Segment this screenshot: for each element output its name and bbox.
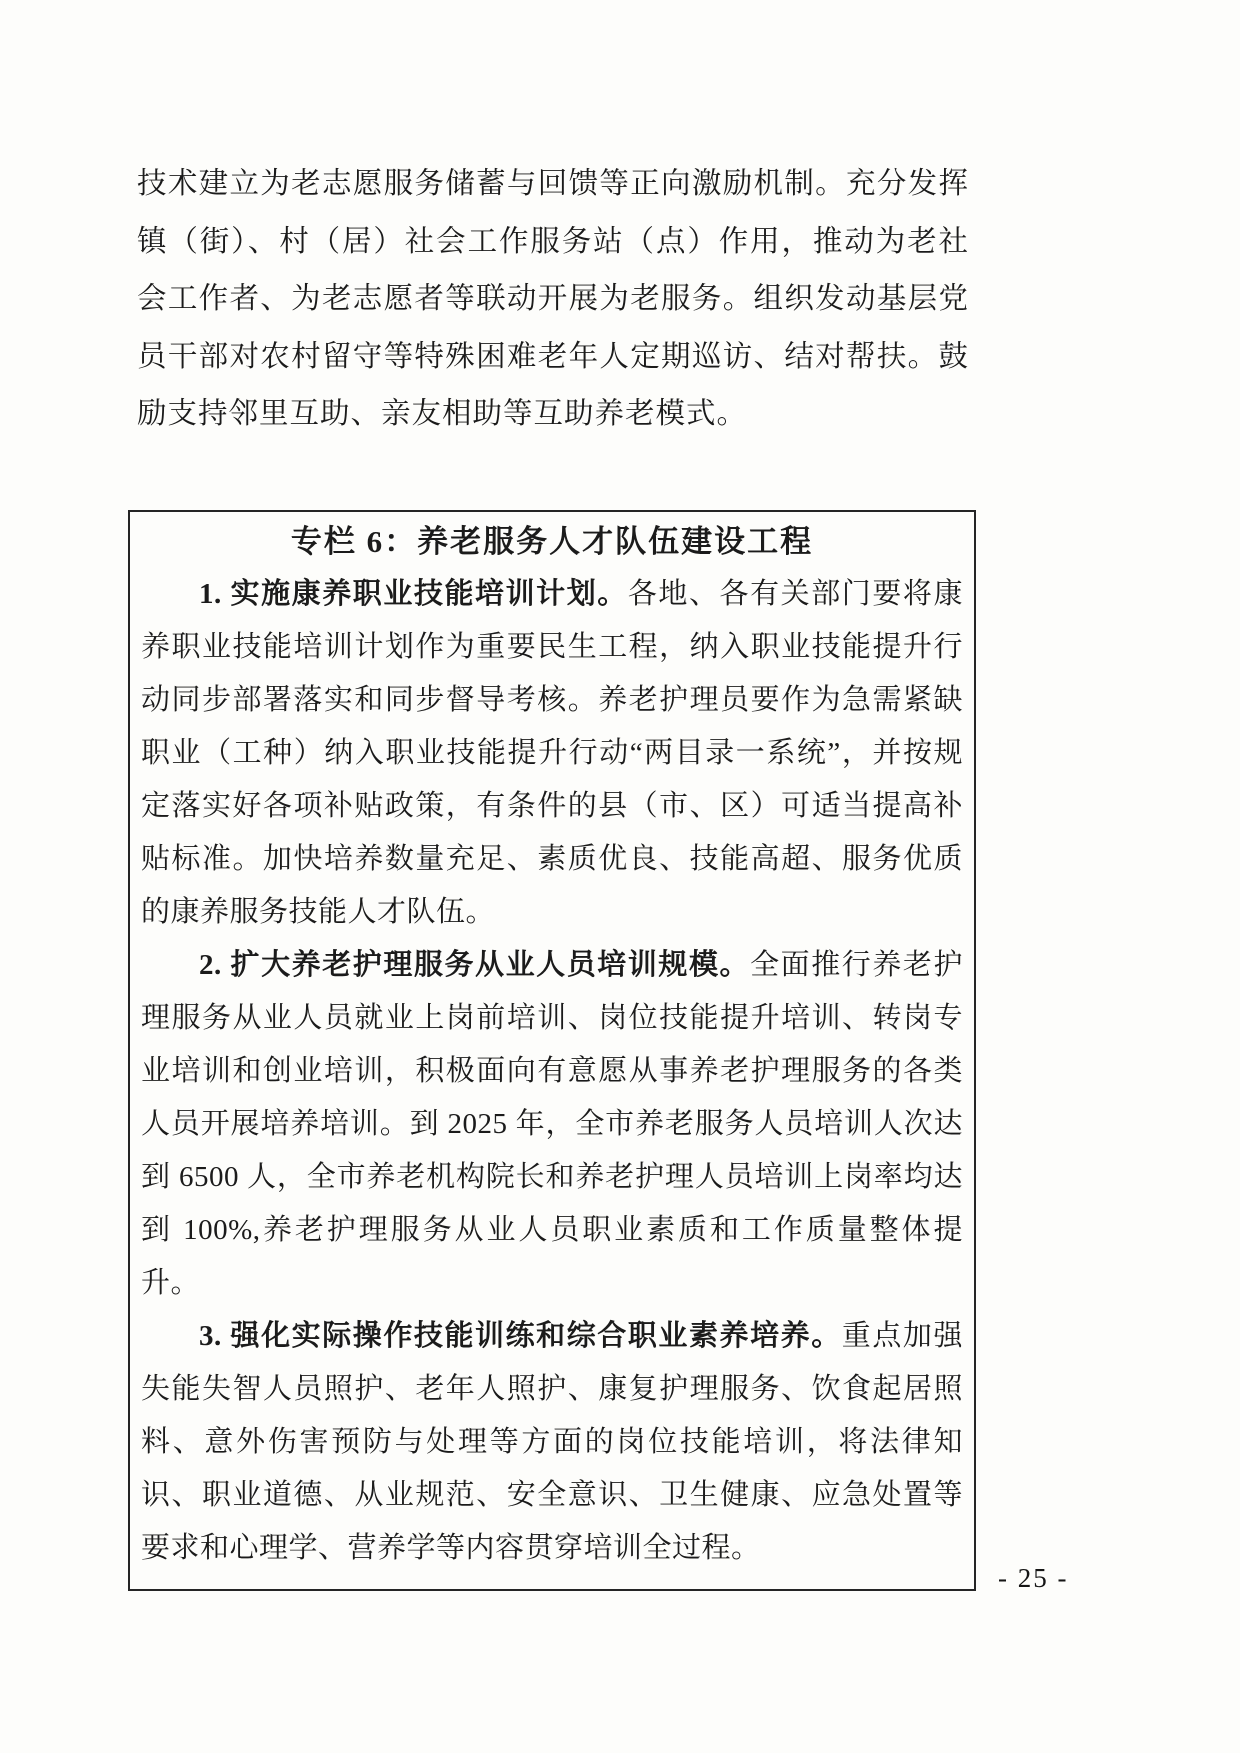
page-number: - 25 - bbox=[998, 1563, 1069, 1593]
box-item-2-text: 全面推行养老护理服务从业人员就业上岗前培训、岗位技能提升培训、转岗专业培训和创业培训，积极面向有意愿从事养老护理服务的各类人员开展培养培训。到 2025 年，全市养老服务人员培训人次达到 6500 人，全市养老机构院长和养老护理人员培训上岗率均达到 100%,养老护理服务从业人员职业素质和工作质量整体提升。 bbox=[141, 949, 963, 1299]
box-item-1 bbox=[141, 568, 963, 939]
box-item-3-text: 重点加强失能失智人员照护、老年人照护、康复护理服务、饮食起居照料、意外伤害预防与处理等方面的岗位技能培训，将法律知识、职业道德、从业规范、安全意识、卫生健康、应急处置等要求和心理学、营养学等内容贯穿培训全过程。 bbox=[141, 1320, 963, 1564]
column-box bbox=[128, 510, 976, 1591]
box-item-1-text: 各地、各有关部门要将康养职业技能培训计划作为重要民生工程，纳入职业技能提升行动同步部署落实和同步督导考核。养老护理员要作为急需紧缺职业（工种）纳入职业技能提升行动“两目录一系统”，并按规定落实好各项补贴政策，有条件的县（市、区）可适当提高补贴标准。加快培养数量充足、素质优良、技能高超、服务优质的康养服务技能人才队伍。 bbox=[141, 578, 963, 928]
box-item-1-lead: 1. 实施康养职业技能培训计划。 bbox=[199, 578, 628, 610]
box-item-3 bbox=[141, 1310, 963, 1575]
column-box-title: 专栏 6：养老服务人才队伍建设工程 bbox=[290, 524, 814, 559]
box-item-2-lead: 2. 扩大养老护理服务从业人员培训规模。 bbox=[199, 949, 751, 981]
box-item-2 bbox=[141, 939, 963, 1310]
body-paragraph: 技术建立为老志愿服务储蓄与回馈等正向激励机制。充分发挥镇（街）、村（居）社会工作服务站（点）作用，推动为老社会工作者、为老志愿者等联动开展为老服务。组织发动基层党员干部对农村留守等特殊困难老年人定期巡访、结对帮扶。鼓励支持邻里互助、亲友相助等互助养老模式。 bbox=[137, 168, 969, 430]
box-item-3-lead: 3. 强化实际操作技能训练和综合职业素养培养。 bbox=[199, 1320, 842, 1352]
